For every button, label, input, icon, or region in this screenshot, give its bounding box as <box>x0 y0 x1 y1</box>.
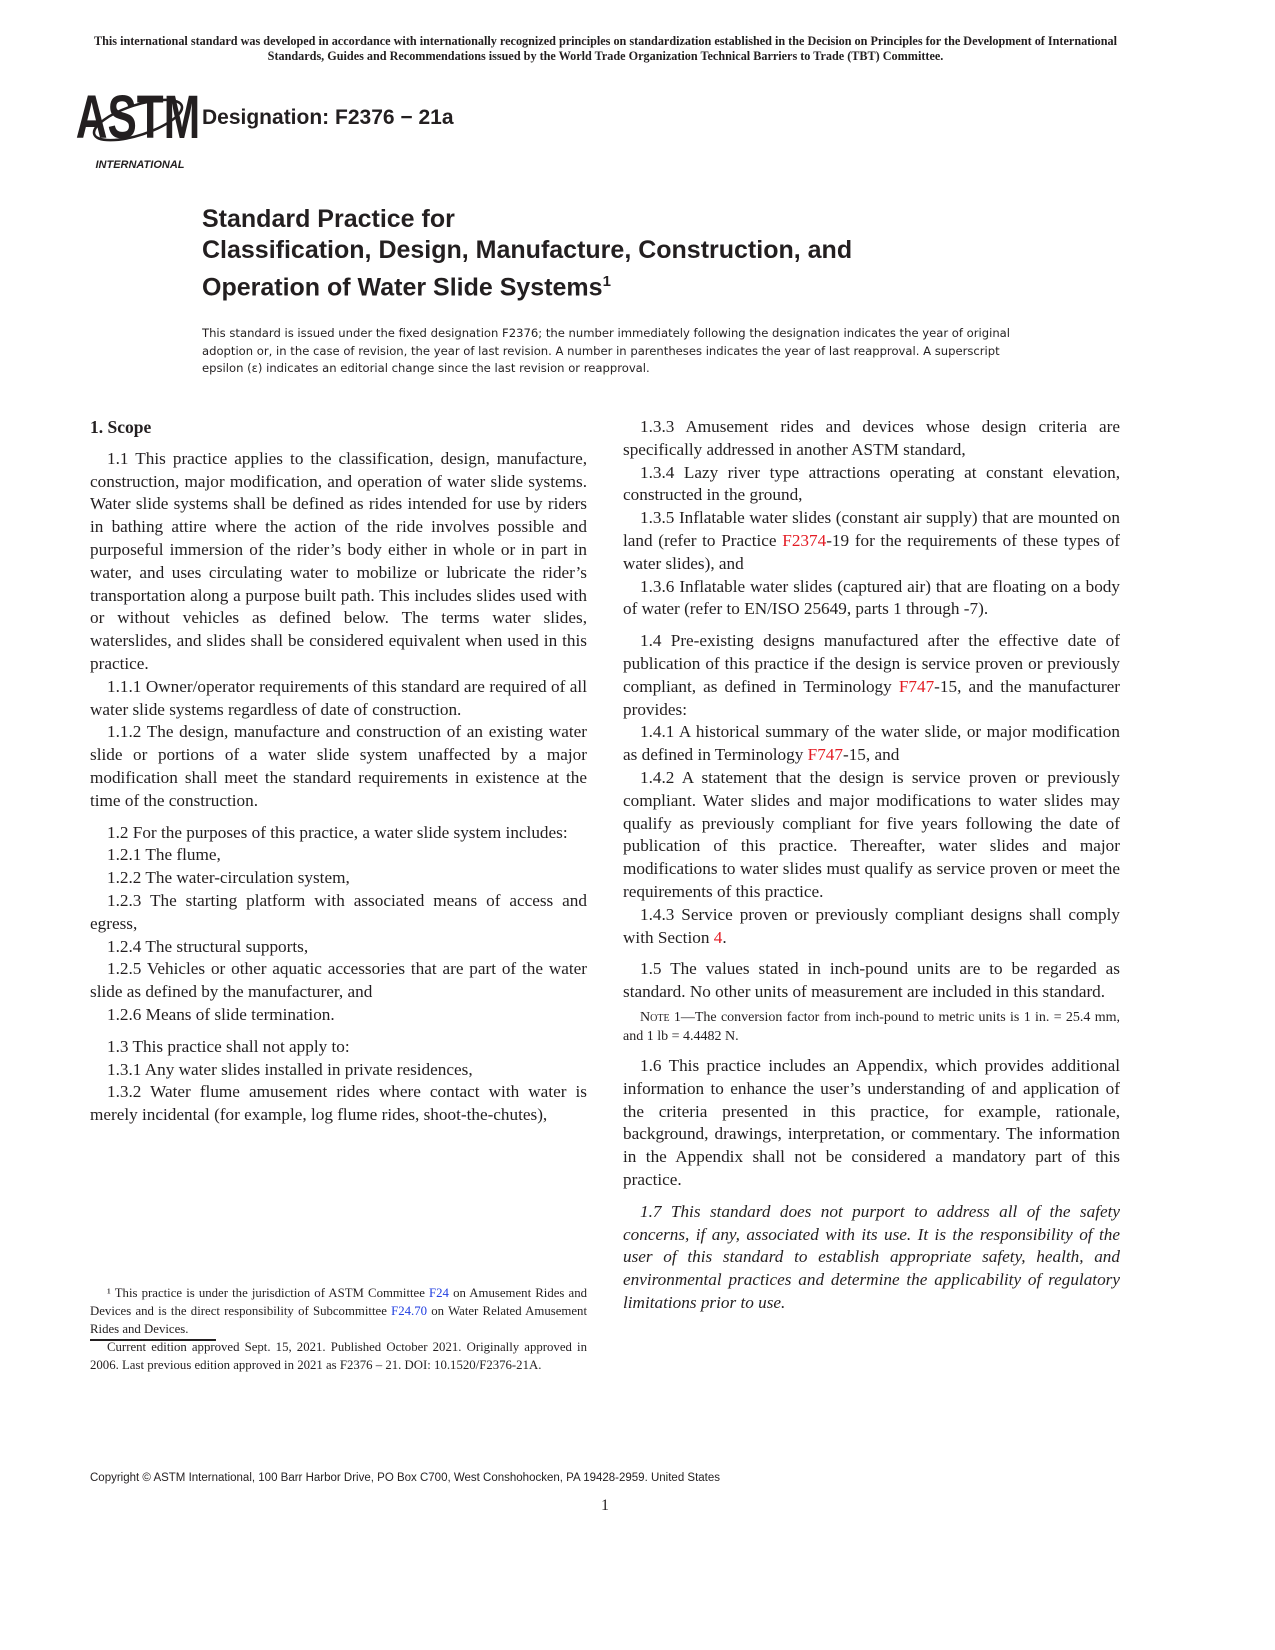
paragraph <box>623 416 1120 462</box>
paragraph-text: 1.4 Pre-existing designs manufactured after the effective date of publication of this practice if the design is service proven or previously compliant, as defined in Terminology <box>623 631 1120 696</box>
reference-link[interactable]: F24 <box>429 1286 449 1300</box>
paragraph <box>90 448 587 676</box>
paragraph-text: Current edition approved Sept. 15, 2021. Published October 2021. Originally approved in 2006. Last previous edition approved in 2021 as F2376 – 21. DOI: 10.1520/F2376-21A. <box>90 1340 587 1372</box>
page-number: 1 <box>601 1497 609 1514</box>
issuance-note: This standard is issued under the fixed designation F2376; the number immediately following the designation indicates the year of original adoption or, in the case of revision, the year of last revision. A number in parentheses indicates the year of last reapproval. A superscript epsilon (ε) indicates an editorial change since the last revision or reapproval. <box>202 326 1011 375</box>
paragraph <box>90 822 587 845</box>
paragraph-text: 1.2.4 The structural supports, <box>107 936 309 956</box>
paragraph <box>90 1004 587 1027</box>
paragraph-text: 1.2.1 The flume, <box>107 845 221 865</box>
paragraph-text: 1.3.2 Water flume amusement rides where contact with water is merely incidental (for example, log flume rides, shoot-the-chutes), <box>90 1082 587 1125</box>
paragraph <box>623 958 1120 1004</box>
paragraph <box>90 867 587 890</box>
paragraph-text: on Amusement Rides and Devices and is the direct responsibility of Subcommittee <box>90 1286 587 1318</box>
paragraph <box>90 844 587 867</box>
paragraph-text: 1.3.5 Inflatable water slides (constant air supply) that are mounted on land (refer to Practice <box>623 508 1120 550</box>
paragraph-text: 1.5 The values stated in inch-pound units are to be regarded as standard. No other units of measurement are included in this standard. <box>623 959 1120 1002</box>
paragraph <box>90 936 587 959</box>
section-heading-scope: 1. Scope <box>90 417 152 437</box>
paragraph-text: 1.2.2 The water-circulation system, <box>107 868 350 888</box>
paragraph-text: This standard does not purport to address all of the safety concerns, if any, associated with its use. It is the responsibility of the user of this standard to establish appropriate safety, health, and environmental practices and determine the applicability of regulatory limitations prior to use. <box>623 1201 1120 1312</box>
paragraph-text: -15, and <box>842 745 900 765</box>
paragraph-text: 1.1.2 The design, manufacture and construction of an existing water slide or portions of a water slide system unaffected by a major modification shall meet the standard requirements in existence at the time of the construction. <box>90 722 587 810</box>
right-paragraphs <box>623 416 1120 1315</box>
paragraph-text: 1.3.6 Inflatable water slides (captured air) that are floating on a body of water (refer to EN/ISO 25649, parts 1 through -7). <box>623 576 1120 619</box>
paragraph <box>623 462 1120 508</box>
title-line-2: Classification, Design, Manufacture, Construction, and <box>202 236 853 264</box>
paragraph <box>623 767 1120 904</box>
paragraph-text: 1.1.1 Owner/operator requirements of this standard are required of all water slide systems regardless of date of construction. <box>90 676 587 719</box>
paragraph-text: 1.4.3 Service proven or previously compliant designs shall comply with Section <box>623 904 1120 947</box>
designation: Designation: F2376 − 21a <box>202 106 454 129</box>
paragraph <box>90 1284 587 1338</box>
reference-link[interactable]: F24.70 <box>391 1304 428 1318</box>
paragraph <box>90 1338 587 1374</box>
paragraph-text: 1.2.5 Vehicles or other aquatic accessories that are part of the water slide as defined by the manufacturer, and <box>90 959 587 1002</box>
copyright: Copyright © ASTM International, 100 Barr Harbor Drive, PO Box C700, West Conshohocken, PA 19428-2959. United States <box>90 1472 721 1484</box>
paragraph <box>623 1008 1120 1046</box>
note-label: Note <box>640 1009 670 1025</box>
wto-notice: This international standard was developed in accordance with internationally recognized principles on standardization established in the Decision on Principles for the Development of International Standards, Guides and Recommendations issued by the World Trade Organization Technical Barriers to Trade (TBT) Committee. <box>94 34 1117 63</box>
paragraph <box>90 1059 587 1082</box>
title-line-1: Standard Practice for <box>202 205 455 233</box>
title-footnote-mark: 1 <box>602 273 611 290</box>
paragraph-text: on Water Related Amusement Rides and Devices. <box>90 1304 587 1336</box>
paragraph <box>623 904 1120 950</box>
paragraph <box>623 576 1120 622</box>
paragraph-text: 1—The conversion factor from inch-pound to metric units is 1 in. = 25.4 mm, and 1 lb = 4.4482 N. <box>623 1009 1120 1044</box>
paragraph-text: -15, and the manufacturer provides: <box>623 676 1121 719</box>
paragraph-text: 1.1 This practice applies to the classification, design, manufacture, construction, major modification, and operation of water slide systems. Water slide systems shall be defined as rides intended for use by riders in bathing attire where the action of the ride involves possible and purposeful immersion of the rider’s body either in whole or in part in water, and uses circulating water to mobilize or lubricate the rider’s transportation along a purpose built path. This includes slides used with or without vehicles as defined below. The terms water slides, waterslides, and slides shall be considered equivalent when used in this practice. <box>90 448 587 673</box>
right-column <box>623 416 1120 1315</box>
paragraph-text: . <box>722 927 727 947</box>
page-title <box>202 204 852 303</box>
paragraph <box>90 1036 587 1059</box>
svg-text:INTERNATIONAL: INTERNATIONAL <box>95 159 185 171</box>
paragraph-text: 1.2.3 The starting platform with associated means of access and egress, <box>90 890 587 933</box>
paragraph <box>90 958 587 1004</box>
paragraph <box>623 507 1120 575</box>
paragraph-text: 1.4.2 A statement that the design is service proven or previously compliant. Water slides and major modifications to water slides may qualify as previously compliant for five years following the date of publication of this practice. Thereafter, water slides and major modifications to water slides must qualify as service proven or meet the requirements of this practice. <box>623 767 1120 901</box>
paragraph-text: 1.6 This practice includes an Appendix, which provides additional information to enhance the user’s understanding of and application of the criteria presented in this practice, for example, rationale, background, drawings, interpretation, or commentary. The information in the Appendix shall not be considered a mandatory part of this practice. <box>623 1055 1120 1189</box>
paragraph-text: 1.3.1 Any water slides installed in private residences, <box>107 1059 473 1079</box>
paragraph-text: 1.3 This practice shall not apply to: <box>107 1036 350 1056</box>
paragraph-text: 1.7 <box>640 1201 671 1221</box>
reference-link[interactable]: F747 <box>898 676 935 696</box>
paragraph-text: ¹ This practice is under the jurisdiction of ASTM Committee <box>107 1286 430 1300</box>
paragraph <box>623 1201 1120 1315</box>
reference-link[interactable]: F747 <box>807 745 843 765</box>
left-paragraphs <box>90 448 587 1127</box>
left-column <box>90 416 587 1127</box>
paragraph-text: 1.3.4 Lazy river type attractions operating at constant elevation, constructed in the ground, <box>623 462 1120 505</box>
paragraph-text: 1.3.3 Amusement rides and devices whose design criteria are specifically addressed in another ASTM standard, <box>623 417 1120 459</box>
reference-link[interactable]: 4 <box>713 927 723 947</box>
paragraph <box>90 890 587 936</box>
paragraph-text: 1.2 For the purposes of this practice, a water slide system includes: <box>107 822 568 842</box>
paragraph <box>623 630 1120 721</box>
paragraph <box>90 1081 587 1127</box>
astm-logo-icon <box>75 82 201 172</box>
paragraph <box>90 676 587 722</box>
footnotes <box>90 1284 587 1374</box>
paragraph <box>90 721 587 812</box>
reference-link[interactable]: F2374 <box>782 530 827 550</box>
paragraph-text: -19 for the requirements of these types of water slides), and <box>623 530 1120 573</box>
paragraph-text: 1.4.1 A historical summary of the water slide, or major modification as defined in Terminology <box>623 722 1120 765</box>
paragraph-text: 1.2.6 Means of slide termination. <box>107 1004 335 1024</box>
svg-text:ASTM: ASTM <box>75 83 201 152</box>
paragraph <box>623 1055 1120 1192</box>
title-line-3: Operation of Water Slide Systems <box>202 273 603 302</box>
paragraph <box>623 721 1120 767</box>
